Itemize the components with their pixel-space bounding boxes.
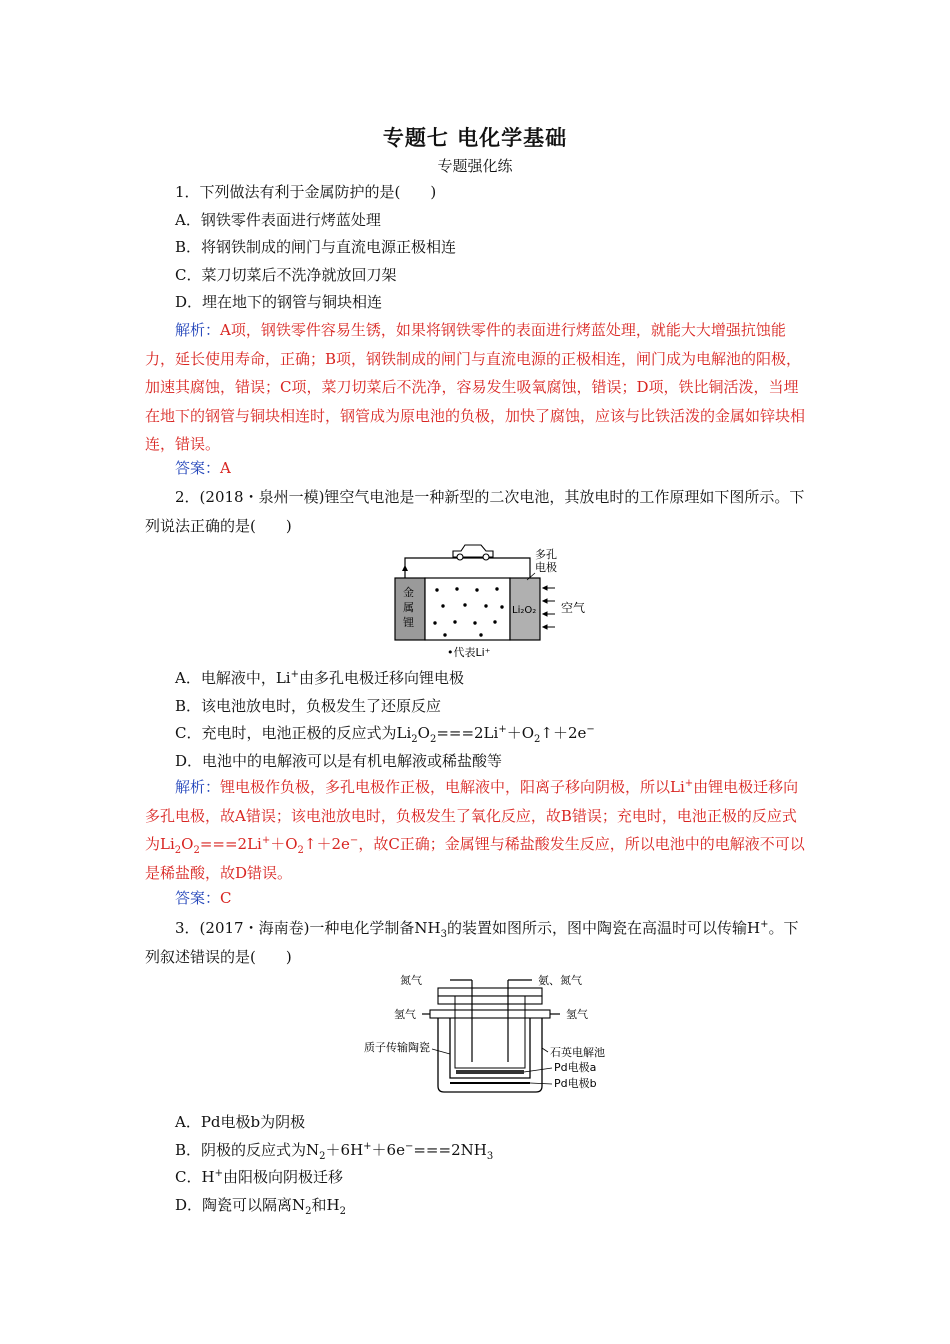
flange bbox=[430, 1010, 550, 1018]
q1-option-b: B．将钢铁制成的闸门与直流电源正极相连 bbox=[175, 238, 457, 256]
q2-answer-label: 答案： bbox=[175, 889, 221, 907]
lithium-label-1: 金 bbox=[403, 586, 414, 599]
lithium-label-2: 属 bbox=[403, 601, 414, 614]
q3-option-c: C．H+由阳极向阴极迁移 bbox=[175, 1168, 343, 1186]
pd-b-label: Pd电极b bbox=[554, 1077, 597, 1090]
q2-analysis: 解析：锂电极作负极，多孔电极作正极，电解液中，阳离子移向阴极，所以Li+由锂电极迁移向多孔电极，故A错误；该电池放电时，负极发生了氧化反应，故B错误；充电时，电池正极的反应式为$Li_2O_2===2Li^++O_2↑+2e^-$，故C正确；金属锂与稀盐酸发生反应，所以电池中的电解液不可以是稀盐酸，故D错误。 bbox=[145, 778, 805, 882]
quartz-label: 石英电解池 bbox=[550, 1046, 605, 1059]
electrolyte-region bbox=[425, 578, 510, 640]
q2-option-d: D．电池中的电解液可以是有机电解液或稀盐酸等 bbox=[175, 752, 503, 770]
nh3-electrolysis-diagram bbox=[360, 970, 630, 1102]
q1-answer-label: 答案： bbox=[175, 459, 221, 477]
lithium-air-battery-diagram bbox=[385, 538, 600, 666]
porous-label-1: 多孔 bbox=[535, 548, 557, 561]
top-lid bbox=[438, 988, 542, 996]
q2-option-c: C．充电时，电池正极的反应式为$Li_2O_2===2Li^++O_2↑+2e^-$ bbox=[175, 724, 595, 745]
air-label: 空气 bbox=[561, 601, 586, 615]
q1-option-c: C．菜刀切菜后不洗净就放回刀架 bbox=[175, 266, 397, 284]
page-subtitle: 专题强化练 bbox=[437, 157, 513, 175]
q1-answer-value: A bbox=[220, 459, 231, 477]
q2-option-a: A．电解液中，Li+由多孔电极迁移向锂电极 bbox=[175, 669, 464, 687]
q3-option-b: B．阴极的反应式为$N_2+6H^++6e^-===2NH_3$ bbox=[175, 1141, 494, 1162]
q3-option-a: A．Pd电极b为阴极 bbox=[175, 1113, 306, 1131]
q1-analysis bbox=[145, 316, 810, 459]
page-title: 专题七 电化学基础 bbox=[382, 126, 568, 150]
q3-option-d: D．陶瓷可以隔离$N_2$和$H_2$ bbox=[175, 1196, 346, 1217]
porous-label-2: 电极 bbox=[535, 561, 557, 574]
li2o2-label: Li₂O₂ bbox=[512, 605, 537, 616]
h2-left-label: 氢气 bbox=[394, 1008, 416, 1021]
diagram-caption: •代表Li⁺ bbox=[447, 646, 491, 659]
external-wire bbox=[405, 558, 530, 578]
q2-analysis-label: 解析： bbox=[175, 778, 221, 796]
h2-right-label: 氢气 bbox=[566, 1008, 588, 1021]
quartz-cell bbox=[438, 1018, 542, 1092]
q2-stem: 2．(2018・泉州一模)锂空气电池是一种新型的二次电池，其放电时的工作原理如下图所示。下列说法正确的是( ) bbox=[145, 488, 805, 535]
q1-stem: 1．下列做法有利于金属防护的是( ) bbox=[175, 183, 437, 201]
air-arrows bbox=[543, 586, 555, 629]
q2-answer bbox=[175, 888, 810, 908]
pd-a-label: Pd电极a bbox=[554, 1061, 597, 1074]
electron-arrow bbox=[402, 565, 408, 571]
q1-answer bbox=[175, 458, 810, 478]
lithium-label-3: 锂 bbox=[403, 616, 414, 629]
n2-inlet-label: 氮气 bbox=[400, 974, 422, 987]
q1-analysis-label: 解析： bbox=[175, 321, 221, 339]
q1-option-a: A．钢铁零件表面进行烤蓝处理 bbox=[175, 211, 381, 229]
q1-analysis-text: A项，钢铁零件容易生锈，如果将钢铁零件的表面进行烤蓝处理，就能大大增强抗蚀能力，延长使用寿命，正确；B项，钢铁制成的闸门与直流电源的正极相连，闸门成为电解池的阳极，加速其腐蚀，错误；C项，菜刀切菜后不洗净，容易发生吸氧腐蚀，错误；D项，铁比铜活泼，当埋在地下的钢管与铜块相连时，钢管成为原电池的负极，加快了腐蚀，应该与比铁活泼的金属如锌块相连，错误。 bbox=[145, 321, 806, 453]
q2-option-b: B．该电池放电时，负极发生了还原反应 bbox=[175, 697, 442, 715]
nh3-outlet-label: 氨、氮气 bbox=[538, 974, 582, 987]
q2-answer-value: C bbox=[220, 889, 232, 907]
q1-option-d: D．埋在地下的钢管与铜块相连 bbox=[175, 293, 383, 311]
pd-electrode-a bbox=[456, 1070, 524, 1074]
q3-stem: 3．(2017・海南卷)一种电化学制备$NH_3$的装置如图所示，图中陶瓷在高温时可以传输H+。下列叙述错误的是( ) bbox=[145, 919, 799, 966]
ceramic-label: 质子传输陶瓷 bbox=[364, 1041, 430, 1054]
ceramic-tube bbox=[450, 1018, 530, 1078]
